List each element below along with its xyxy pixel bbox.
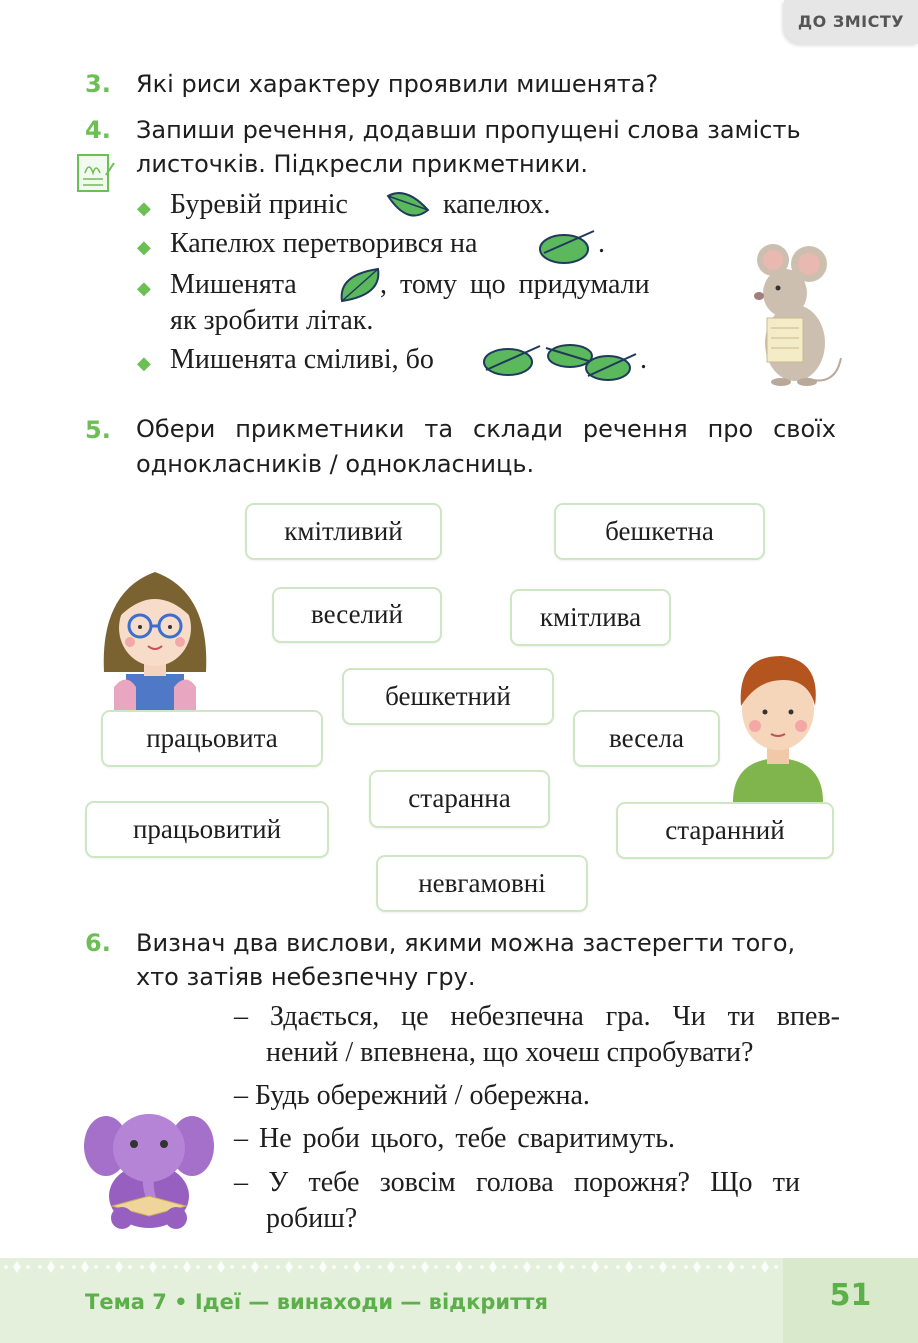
q6-phrase-2: – Будь обережний / обережна. — [234, 1080, 590, 1111]
q4-item-4-before: Мишенята сміливі, бо — [170, 344, 434, 375]
q4-item-3-after: , тому що придумали — [380, 269, 650, 300]
question-4-line-2: листочків. Підкресли прикметники. — [136, 150, 588, 178]
question-5-number: 5. — [85, 416, 111, 444]
q4-item-2-before: Капелюх перетворився на — [170, 228, 478, 259]
page-number: 51 — [829, 1278, 872, 1313]
q6-phrase-4-line-1: – У тебе зовсім голова порожня? Що ти — [234, 1167, 800, 1198]
word-card: кмітливий — [245, 503, 442, 560]
q4-item-1-before: Буревій приніс — [170, 189, 348, 220]
question-5-line-1: Обери прикметники та склади речення про своїх — [136, 415, 836, 443]
word-card: старанний — [616, 802, 834, 859]
boy-illustration — [723, 650, 833, 802]
toc-button[interactable] — [784, 0, 918, 44]
q6-phrase-1-line-1: – Здається, це небезпечна гра. Чи ти впев- — [234, 1001, 840, 1032]
question-3-number: 3. — [85, 70, 111, 98]
bullet-diamond-icon: ◆ — [137, 353, 151, 373]
question-4-number: 4. — [85, 116, 111, 144]
leaf-icon — [538, 227, 598, 267]
word-card: бешкетна — [554, 503, 765, 560]
word-card: кмітлива — [510, 589, 671, 646]
word-card: невгамовні — [376, 855, 588, 912]
question-6-number: 6. — [85, 929, 111, 957]
elephant-illustration — [84, 1106, 214, 1231]
girl-illustration — [96, 562, 214, 712]
q6-phrase-4-line-2: робиш? — [266, 1203, 358, 1234]
leaf-icon — [480, 340, 640, 384]
q6-phrase-3: – Не роби цього, тебе сваритимуть. — [234, 1123, 676, 1154]
word-card: весела — [573, 710, 720, 767]
q4-item-2-after: . — [598, 228, 605, 259]
notebook-write-icon — [76, 153, 116, 195]
question-6-line-1: Визнач два вислови, якими можна застерегти того, — [136, 929, 796, 957]
leaf-icon — [338, 265, 386, 305]
q4-item-4-after: . — [640, 344, 647, 375]
bullet-diamond-icon: ◆ — [137, 278, 151, 298]
word-card: працьовита — [101, 710, 323, 767]
bullet-diamond-icon: ◆ — [137, 198, 151, 218]
q4-item-1-after: капелюх. — [443, 189, 551, 220]
question-3-text: Які риси характеру проявили мишенята? — [136, 70, 659, 98]
footer-title: Тема 7 • Ідеї — винаходи — відкриття — [85, 1290, 548, 1314]
word-card: веселий — [272, 587, 442, 643]
q4-item-3-before: Мишенята — [170, 269, 297, 300]
word-card: бешкетний — [342, 668, 554, 725]
footer-ornament — [0, 1258, 783, 1276]
word-card: старанна — [369, 770, 550, 828]
bullet-diamond-icon: ◆ — [137, 237, 151, 257]
question-4-line-1: Запиши речення, додавши пропущені слова замість — [136, 116, 801, 144]
q4-item-3-line-2: як зробити літак. — [170, 305, 374, 336]
toc-label: ДО ЗМІСТУ — [797, 12, 905, 31]
question-6-line-2: хто затіяв небезпечну гру. — [136, 963, 476, 991]
q6-phrase-1-line-2: нений / впевнена, що хочеш спробувати? — [266, 1037, 754, 1068]
word-card: працьовитий — [85, 801, 329, 858]
question-5-line-2: однокласників / однокласниць. — [136, 450, 535, 478]
mouse-illustration — [745, 238, 845, 388]
leaf-icon — [384, 190, 434, 224]
